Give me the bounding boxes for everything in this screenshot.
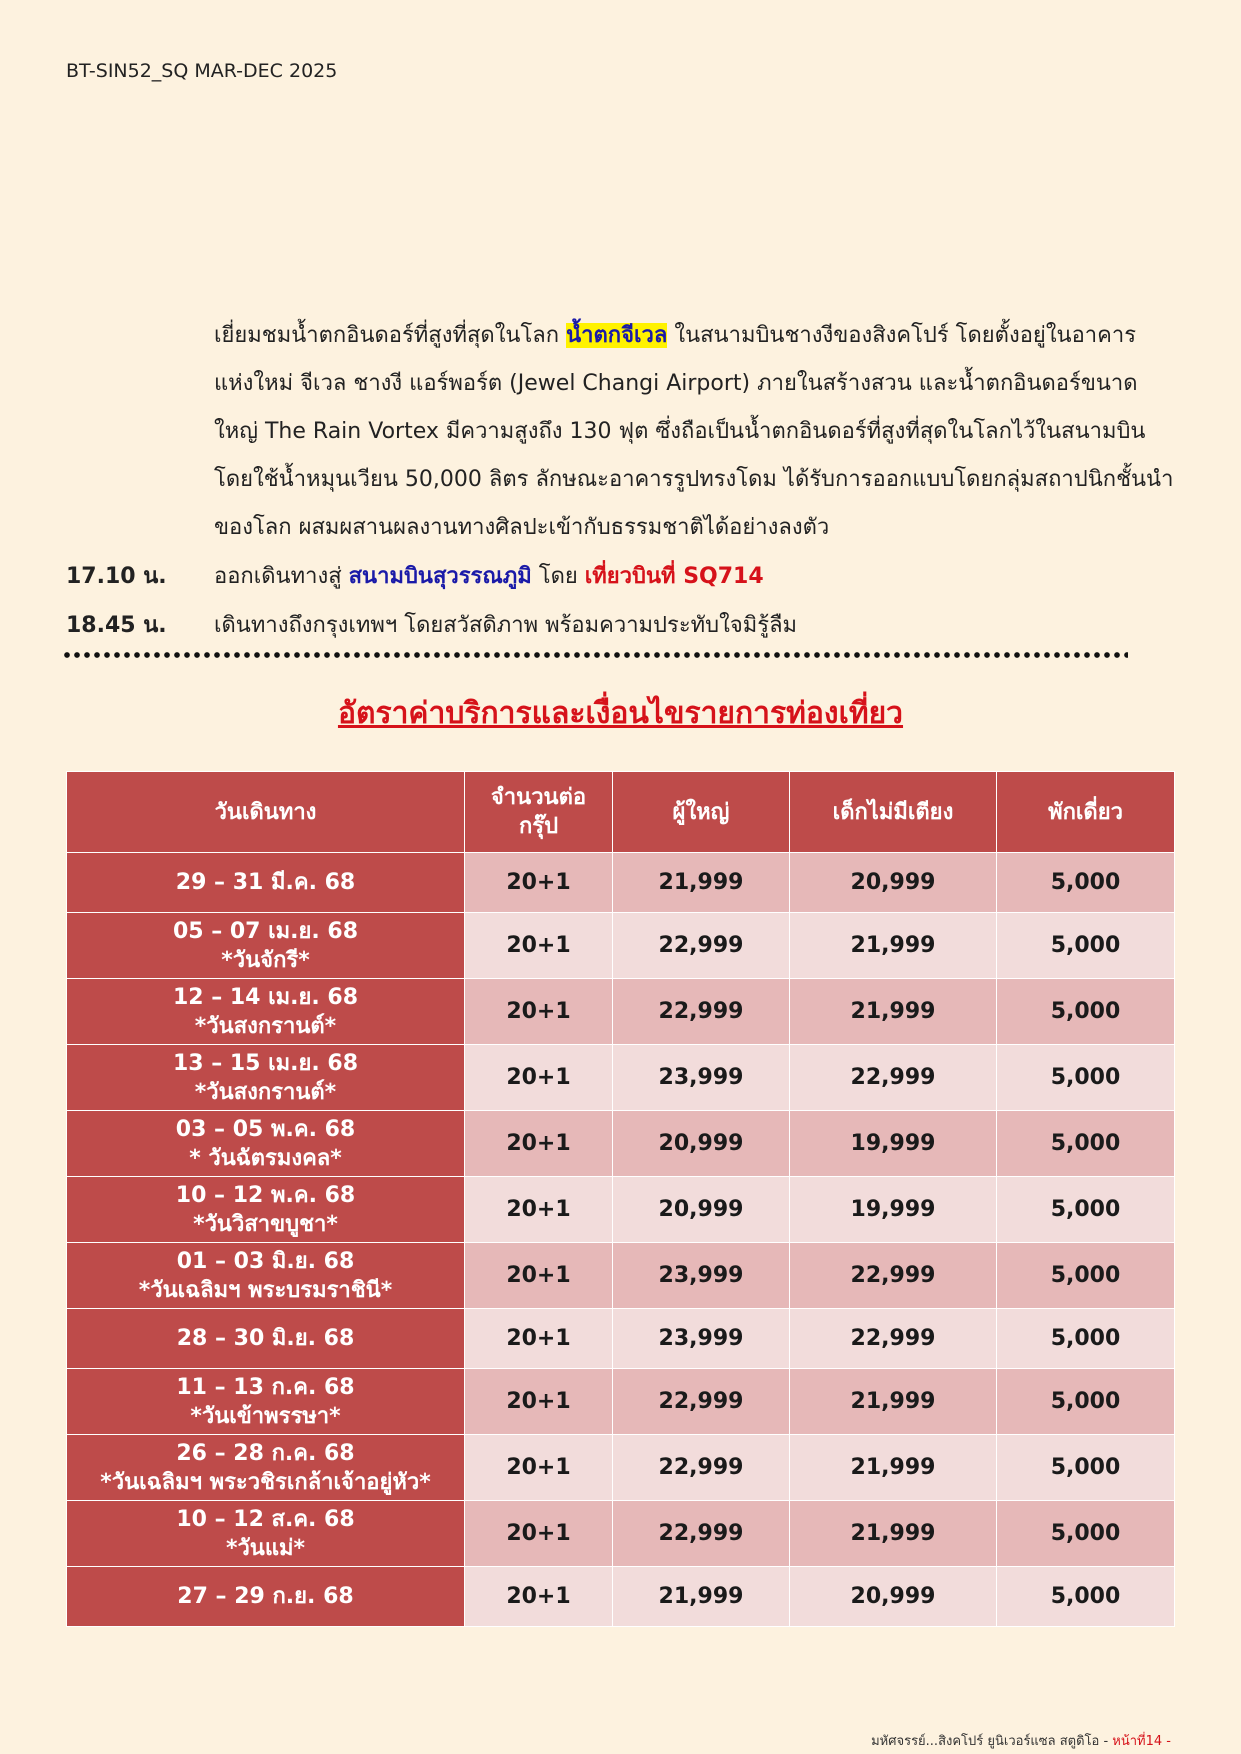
cell-single-supplement: 5,000 — [997, 1435, 1175, 1501]
cell-single-supplement: 5,000 — [997, 1111, 1175, 1177]
table-row — [67, 913, 1175, 979]
table-row — [67, 979, 1175, 1045]
cell-single-supplement: 5,000 — [997, 1567, 1175, 1627]
cell-adult-price: 23,999 — [613, 1309, 790, 1369]
cell-group-size: 20+1 — [465, 1111, 613, 1177]
holiday-note: *วันสงกรานต์* — [194, 1079, 337, 1105]
cell-child-no-bed-price: 21,999 — [790, 1435, 997, 1501]
cell-child-no-bed-price: 22,999 — [790, 1309, 997, 1369]
cell-travel-date: 29 – 31 มี.ค. 68 — [67, 853, 465, 913]
cell-group-size: 20+1 — [465, 1177, 613, 1243]
cell-child-no-bed-price: 21,999 — [790, 979, 997, 1045]
schedule-row-arrival — [66, 607, 797, 642]
cell-single-supplement: 5,000 — [997, 1501, 1175, 1567]
cell-travel-date: 01 – 03 มิ.ย. 68 *วันเฉลิมฯ พระบรมราชินี* — [67, 1243, 465, 1309]
cell-single-supplement: 5,000 — [997, 1243, 1175, 1309]
cell-travel-date: 26 – 28 ก.ค. 68 *วันเฉลิมฯ พระวชิรเกล้าเจ้าอยู่หัว* — [67, 1435, 465, 1501]
cell-group-size: 20+1 — [465, 1435, 613, 1501]
cell-child-no-bed-price: 20,999 — [790, 1567, 997, 1627]
holiday-note: *วันเข้าพรรษา* — [190, 1403, 341, 1429]
cell-single-supplement: 5,000 — [997, 913, 1175, 979]
cell-adult-price: 23,999 — [613, 1045, 790, 1111]
holiday-note: *วันเฉลิมฯ พระวชิรเกล้าเจ้าอยู่หัว* — [100, 1469, 431, 1495]
holiday-note: *วันจักรี* — [221, 947, 310, 973]
document-code: BT-SIN52_SQ MAR-DEC 2025 — [66, 60, 338, 82]
header-travel-date: วันเดินทาง — [67, 772, 465, 853]
cell-adult-price: 23,999 — [613, 1243, 790, 1309]
highlight-jewel: น้ำตกจีเวล — [566, 323, 668, 348]
cell-travel-date: 05 – 07 เม.ย. 68 *วันจักรี* — [67, 913, 465, 979]
cell-adult-price: 21,999 — [613, 853, 790, 913]
schedule-time: 17.10 น. — [66, 564, 167, 589]
header-group-size: จำนวนต่อกรุ๊ป — [465, 772, 613, 853]
table-row — [67, 1369, 1175, 1435]
header-adult: ผู้ใหญ่ — [613, 772, 790, 853]
cell-adult-price: 22,999 — [613, 1435, 790, 1501]
cell-group-size: 20+1 — [465, 1369, 613, 1435]
header-single: พักเดี่ยว — [997, 772, 1175, 853]
cell-group-size: 20+1 — [465, 979, 613, 1045]
cell-child-no-bed-price: 19,999 — [790, 1177, 997, 1243]
holiday-note: *วันเฉลิมฯ พระบรมราชินี* — [138, 1277, 393, 1303]
cell-adult-price: 22,999 — [613, 913, 790, 979]
header-child-no-bed: เด็กไม่มีเตียง — [790, 772, 997, 853]
table-row — [67, 1567, 1175, 1627]
schedule-text: เดินทางถึงกรุงเทพฯ โดยสวัสดิภาพ พร้อมความประทับใจมิรู้ลืม — [214, 613, 798, 638]
holiday-note: *วันแม่* — [225, 1535, 306, 1561]
intro-text-after: ในสนามบินชางงีของสิงคโปร์ โดยตั้งอยู่ในอาคารแห่งใหม่ จีเวล ชางงี แอร์พอร์ต (Jewel Changi Airport) ภายในสร้างสวน และน้ำตกอินดอร์ขนาดใหญ่ The Rain Vortex มีความสูงถึง 130 ฟุต ซึ่งถือเป็นน้ำตกอินดอร์ที่สูงที่สุดในโลกไว้ในสนามบิน โดยใช้น้ำหมุนเวียน 50,000 ลิตร ลักษณะอาคารรูปทรงโดม ได้รับการออกแบบโดยกลุ่มสถาปนิกชั้นนำของโลก ผสมผสานผลงานทางศิลปะเข้ากับธรรมชาติได้อย่างลงตัว — [214, 323, 1174, 540]
cell-travel-date: 10 – 12 ส.ค. 68 *วันแม่* — [67, 1501, 465, 1567]
table-row — [67, 853, 1175, 913]
section-title: อัตราค่าบริการและเงื่อนไขรายการท่องเที่ยว — [337, 696, 904, 731]
cell-child-no-bed-price: 21,999 — [790, 1369, 997, 1435]
cell-travel-date: 11 – 13 ก.ค. 68 *วันเข้าพรรษา* — [67, 1369, 465, 1435]
cell-single-supplement: 5,000 — [997, 979, 1175, 1045]
cell-adult-price: 20,999 — [613, 1111, 790, 1177]
cell-adult-price: 22,999 — [613, 979, 790, 1045]
rates-table — [66, 771, 1175, 1627]
holiday-note: *วันวิสาขบูชา* — [193, 1211, 338, 1237]
cell-group-size: 20+1 — [465, 853, 613, 913]
cell-travel-date: 13 – 15 เม.ย. 68 *วันสงกรานต์* — [67, 1045, 465, 1111]
flight-number: เที่ยวบินที่ SQ714 — [584, 564, 764, 589]
cell-travel-date: 10 – 12 พ.ค. 68 *วันวิสาขบูชา* — [67, 1177, 465, 1243]
cell-group-size: 20+1 — [465, 913, 613, 979]
table-row — [67, 1177, 1175, 1243]
cell-adult-price: 22,999 — [613, 1501, 790, 1567]
cell-group-size: 20+1 — [465, 1567, 613, 1627]
cell-child-no-bed-price: 21,999 — [790, 913, 997, 979]
holiday-note: * วันฉัตรมงคล* — [189, 1145, 342, 1171]
cell-child-no-bed-price: 20,999 — [790, 853, 997, 913]
airport-name: สนามบินสุวรรณภูมิ — [348, 564, 532, 589]
cell-single-supplement: 5,000 — [997, 1369, 1175, 1435]
table-row — [67, 1435, 1175, 1501]
cell-child-no-bed-price: 21,999 — [790, 1501, 997, 1567]
cell-single-supplement: 5,000 — [997, 853, 1175, 913]
cell-travel-date: 12 – 14 เม.ย. 68 *วันสงกรานต์* — [67, 979, 465, 1045]
cell-travel-date: 28 – 30 มิ.ย. 68 — [67, 1309, 465, 1369]
table-row — [67, 1501, 1175, 1567]
cell-single-supplement: 5,000 — [997, 1309, 1175, 1369]
table-row — [67, 1309, 1175, 1369]
cell-adult-price: 21,999 — [613, 1567, 790, 1627]
intro-text-before: เยี่ยมชมน้ำตกอินดอร์ที่สูงที่สุดในโลก — [214, 323, 567, 348]
cell-adult-price: 22,999 — [613, 1369, 790, 1435]
cell-travel-date: 03 – 05 พ.ค. 68 * วันฉัตรมงคล* — [67, 1111, 465, 1177]
cell-child-no-bed-price: 22,999 — [790, 1045, 997, 1111]
table-row — [67, 1111, 1175, 1177]
dotted-divider — [62, 651, 1128, 659]
page-number: หน้าที่14 - — [1112, 1734, 1171, 1749]
schedule-text: ออกเดินทางสู่ สนามบินสุวรรณภูมิ โดย เที่ยวบินที่ SQ714 — [214, 564, 764, 589]
cell-group-size: 20+1 — [465, 1501, 613, 1567]
table-row — [67, 1045, 1175, 1111]
cell-child-no-bed-price: 19,999 — [790, 1111, 997, 1177]
page-footer: มหัศจรรย์...สิงคโปร์ ยูนิเวอร์แซล สตูดิโอ - หน้าที่14 - — [871, 1734, 1171, 1749]
cell-single-supplement: 5,000 — [997, 1045, 1175, 1111]
cell-group-size: 20+1 — [465, 1309, 613, 1369]
cell-group-size: 20+1 — [465, 1243, 613, 1309]
cell-child-no-bed-price: 22,999 — [790, 1243, 997, 1309]
table-row — [67, 1243, 1175, 1309]
schedule-time: 18.45 น. — [66, 613, 167, 638]
schedule-row-departure — [66, 558, 764, 593]
intro-paragraph — [214, 312, 1174, 552]
holiday-note: *วันสงกรานต์* — [194, 1013, 337, 1039]
cell-single-supplement: 5,000 — [997, 1177, 1175, 1243]
cell-group-size: 20+1 — [465, 1045, 613, 1111]
table-header-row — [67, 772, 1175, 853]
cell-travel-date: 27 – 29 ก.ย. 68 — [67, 1567, 465, 1627]
cell-adult-price: 20,999 — [613, 1177, 790, 1243]
